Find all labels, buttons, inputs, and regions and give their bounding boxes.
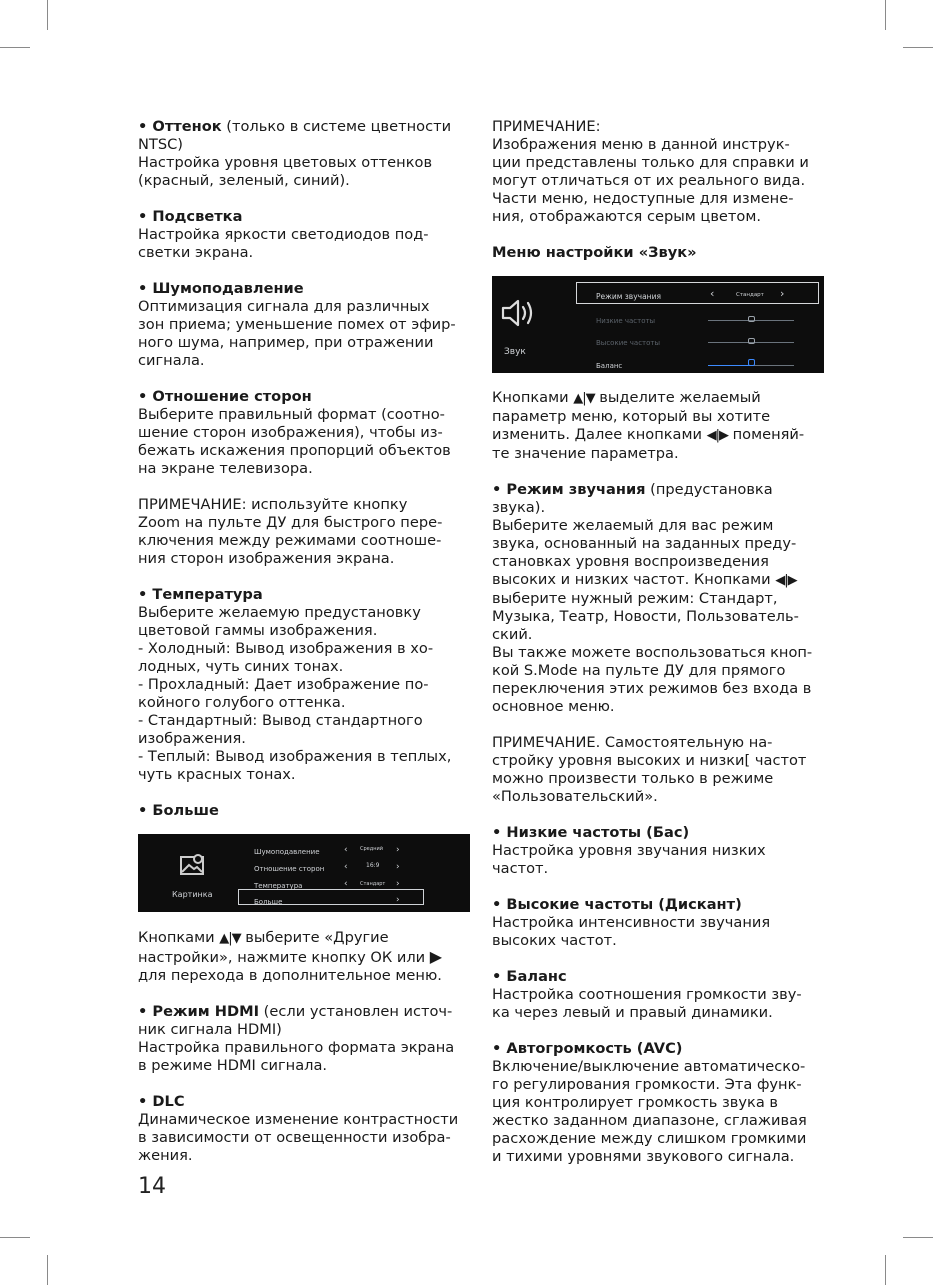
picture-menu-screenshot	[138, 834, 470, 912]
temperature-body: Выберите желаемую предустановку цветовой гаммы изображения. - Холодный: Вывод изображения в хо- лодных, чуть синих тонах. - Прохладный: Дает изображение по- койного голубого оттенка. - Стандартный: Вывод стандартного изображения. - Теплый: Вывод изображения в теплых, чуть красных тонах.	[138, 604, 452, 783]
slider-thumb	[748, 359, 755, 366]
crop-mark	[885, 1255, 886, 1285]
chevron-right-icon[interactable]: ›	[396, 895, 400, 905]
treble-section	[492, 896, 824, 950]
sound-menu-label: Звук	[504, 347, 526, 357]
sound-mode-heading: • Режим звучания	[492, 481, 646, 498]
bass-section	[492, 824, 824, 878]
crop-mark	[0, 1237, 30, 1238]
chevron-right-icon[interactable]: ›	[396, 862, 400, 872]
tint-body: Настройка уровня цветовых оттенков (красный, зеленый, синий).	[138, 154, 433, 189]
avc-heading: • Автогромкость (AVC)	[492, 1040, 683, 1057]
sound-mode-note: (предустановка звука).	[492, 481, 773, 516]
slider-thumb	[748, 338, 755, 344]
treble-body: Настройка интенсивности звучания высоких частот.	[492, 914, 771, 949]
menu-row-name: Высокие частоты	[596, 339, 661, 347]
backlight-heading: • Подсветка	[138, 208, 243, 225]
bass-body: Настройка уровня звучания низких частот.	[492, 842, 766, 877]
chevron-right-icon[interactable]: ›	[396, 845, 400, 855]
sound-mode-body: выберите нужный режим: Стандарт, Музыка, Театр, Новости, Пользователь- ский. Вы также можете воспользоваться кноп- кой S.Mode на пульте ДУ для прямого переключения этих режимов без входа в основное меню.	[492, 590, 813, 715]
temperature-heading: • Температура	[138, 586, 263, 603]
noise-section	[138, 280, 470, 370]
dlc-body: Динамическое изменение контрастности в зависимости от освещенности изобра- жения.	[138, 1111, 459, 1164]
note-manual: ПРИМЕЧАНИЕ. Самостоятельную на- стройку уровня высоких и низки[ частот можно произвести только в режиме «Пользовательский».	[492, 734, 807, 805]
nav-text: для перехода в дополнительное меню.	[138, 967, 442, 984]
menu-row-value: Средний	[360, 846, 383, 852]
avc-section	[492, 1040, 824, 1166]
aspect-body: Выберите правильный формат (соотно- шение сторон изображения), чтобы из- бежать искажения пропорций объектов на экране телевизора.	[138, 406, 451, 477]
more-section	[138, 802, 470, 820]
chevron-right-icon[interactable]: ›	[780, 287, 785, 300]
left-right-arrows-icon: ◀|▶	[775, 573, 797, 588]
menu-row-name[interactable]: Шумоподавление	[254, 848, 320, 856]
sound-menu-screenshot	[492, 276, 824, 373]
chevron-left-icon[interactable]: ‹	[344, 862, 348, 872]
hdmi-section	[138, 1003, 470, 1075]
menu-row-value: 16:9	[366, 862, 380, 869]
picture-icon	[180, 854, 206, 876]
left-right-arrows-icon: ◀|▶	[706, 428, 728, 443]
crop-mark	[47, 1255, 48, 1285]
balance-heading: • Баланс	[492, 968, 567, 985]
nav-text: выберите «Другие настройки», нажмите кнопку ОК или	[138, 929, 426, 966]
speaker-icon	[500, 298, 536, 328]
hdmi-heading: • Режим HDMI	[138, 1003, 260, 1020]
tint-note: (только в системе цветности NTSC)	[138, 118, 452, 153]
chevron-left-icon[interactable]: ‹	[710, 287, 715, 300]
up-down-arrows-icon: ▲|▼	[573, 391, 595, 406]
bass-heading: • Низкие частоты (Бас)	[492, 824, 690, 841]
right-arrow-icon: ▶	[429, 947, 442, 966]
balance-section	[492, 968, 824, 1022]
nav-instructions	[138, 929, 470, 985]
note-zoom: ПРИМЕЧАНИЕ: используйте кнопку Zoom на пульте ДУ для быстрого пере- ключения между режимами соотноше- ния сторон изображения экрана.	[138, 496, 443, 567]
up-down-arrows-icon: ▲|▼	[219, 931, 241, 946]
treble-heading: • Высокие частоты (Дискант)	[492, 896, 742, 913]
nav-text: поменяй- те значение параметра.	[492, 426, 805, 462]
avc-body: Включение/выключение автоматическо- го регулирования громкости. Эта функ- ция контролирует громкость звука в жестко заданном диапазоне, сглаживая расхождение между слишком громкими и тихими уровнями звукового сигнала.	[492, 1058, 807, 1165]
note-body: Изображения меню в данной инструк- ции представлены только для справки и могут отличаться от их реального вида. Части меню, недоступные для измене- ния, отображаются серым цветом.	[492, 136, 809, 225]
temperature-section	[138, 586, 470, 784]
nav-text: выделите желаемый параметр меню, который вы хотите изменить. Далее кнопками	[492, 389, 771, 443]
noise-heading: • Шумоподавление	[138, 280, 304, 297]
chevron-left-icon[interactable]: ‹	[344, 845, 348, 855]
backlight-body: Настройка яркости светодиодов под- светки экрана.	[138, 226, 429, 261]
crop-mark	[0, 47, 30, 48]
crop-mark	[903, 47, 933, 48]
chevron-right-icon[interactable]: ›	[396, 879, 400, 889]
chevron-left-icon[interactable]: ‹	[344, 879, 348, 889]
menu-row-name[interactable]: Больше	[254, 898, 283, 906]
nav-text: Кнопками	[138, 929, 220, 946]
note-title: ПРИМЕЧАНИЕ:	[492, 118, 601, 135]
menu-row-value: Стандарт	[736, 292, 764, 298]
note-menu-images	[492, 118, 824, 226]
menu-row-name[interactable]: Температура	[254, 882, 303, 890]
menu-row-name[interactable]: Режим звучания	[596, 292, 661, 301]
dlc-section	[138, 1093, 470, 1165]
hdmi-body: Настройка правильного формата экрана в режиме HDMI сигнала.	[138, 1039, 455, 1074]
menu-row-name[interactable]: Отношение сторон	[254, 865, 325, 873]
page-number: 14	[138, 1174, 166, 1199]
backlight-section	[138, 208, 470, 262]
menu-row-value: Стандарт	[360, 881, 386, 887]
picture-menu-label: Картинка	[172, 890, 213, 899]
sound-menu-title: Меню настройки «Звук»	[492, 244, 697, 261]
crop-mark	[47, 0, 48, 30]
slider-thumb	[748, 316, 755, 322]
dlc-heading: • DLC	[138, 1093, 185, 1110]
nav-text: Кнопками	[492, 389, 574, 406]
aspect-section	[138, 388, 470, 478]
more-heading: • Больше	[138, 802, 219, 819]
left-column	[138, 118, 470, 1165]
tint-section	[138, 118, 470, 190]
menu-row-name[interactable]: Баланс	[596, 362, 623, 370]
slider-fill	[708, 365, 750, 366]
menu-row-name: Низкие частоты	[596, 317, 656, 325]
sound-mode-body: Выберите желаемый для вас режим звука, основанный на заданных преду- становках уровня воспроизведения высоких и низких частот. Кнопками	[492, 517, 797, 588]
noise-body: Оптимизация сигнала для различных зон приема; уменьшение помех от эфир- ного шума, например, при отражении сигнала.	[138, 298, 456, 369]
aspect-heading: • Отношение сторон	[138, 388, 312, 405]
right-column	[492, 118, 824, 1166]
crop-mark	[885, 0, 886, 30]
sound-menu-heading	[492, 244, 824, 262]
hdmi-note: (если установлен источ- ник сигнала HDMI)	[138, 1003, 453, 1038]
balance-body: Настройка соотношения громкости зву- ка через левый и правый динамики.	[492, 986, 802, 1021]
sound-nav-instructions	[492, 389, 824, 463]
sound-mode-section	[492, 481, 824, 716]
crop-mark	[903, 1237, 933, 1238]
tint-heading: • Оттенок	[138, 118, 222, 135]
